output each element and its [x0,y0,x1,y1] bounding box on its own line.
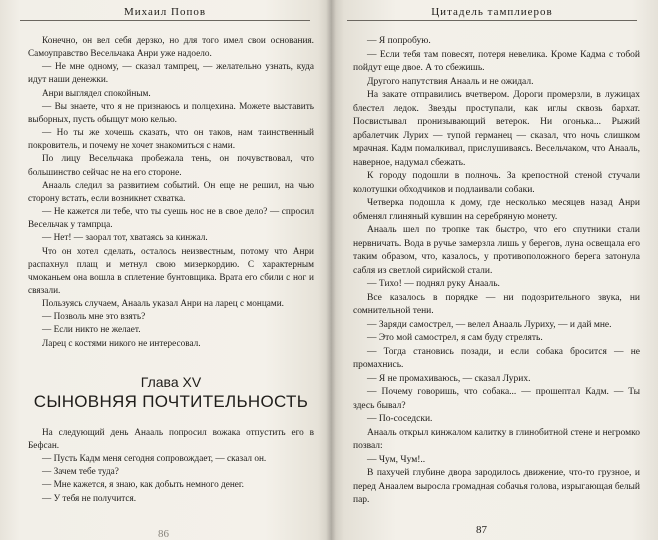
paragraph: Другого напутствия Анааль и не ожидал. [367,76,534,87]
paragraph: — Пусть Кадм меня сегодня сопровождает, — сказал он. [42,454,267,465]
paragraph: — Я не промахиваюсь, — сказал Лурих. [367,373,531,384]
paragraph: — Не кажется ли тебе, что ты суешь нос не в свое дело? — спросил Весельчак у тампрца. [28,207,314,231]
chapter-number: Глава XV [140,373,202,390]
paragraph: На следующий день Анааль попросил вожака отпустить его в Бефсан. [28,427,314,451]
paragraph: — Зачем тебе туда? [42,467,119,478]
paragraph: — Мне кажется, я знаю, как добыть немного денег. [42,480,244,491]
paragraph: — Это мой самострел, я сам буду стрелять. [367,333,543,343]
paragraph: В пахучей глубине двора зародилось движение, что-то грузное, и перед Анаалем выросла громадная собачья голова, изрыгающая белый пар. [353,468,640,505]
paragraph: — Если никто не желает. [42,325,141,336]
paragraph: — Почему говоришь, что собака... — прошептал Кадм. — Ты здесь бывал? [353,387,640,411]
paragraph: — Я попробую. [367,36,431,46]
chapter-title: СЫНОВНЯЯ ПОЧТИТЕЛЬНОСТЬ [33,391,309,411]
paragraph: Анааль открыл кинжалом калитку в глинобитной стене и негромко позвал: [353,427,640,451]
right-page [331,0,658,540]
paragraph: — Чум, Чум!.. [367,454,426,465]
paragraph: — По-соседски. [367,414,433,424]
paragraph: На закате отправились вчетвером. Дороги промерзли, в лужицах блестел ледок. Звезды проступали, как иглы сквозь бархат. Посвистывал пронизывающий ветерок. Ни огонька... Рыжий арбалетчик Лурих — тупой германец — сказал, что ночь слишком мрачная. Кадм помалкивал, прислушиваясь. Весельчаком, что Анааль, наверное, надумал сбежать. [353,90,640,168]
paragraph: Конечно, он вел себя дерзко, но для того имел свои основания. Самоуправство Весельчака Анри уже надоело. [28,36,314,60]
paragraph: Анри выглядел спокойным. [42,88,151,99]
paragraph: Что он хотел сделать, осталось неизвестным, потому что Анри распахнул плащ и метнул свою мизеркордию. С характерным чмоканьем она вошла в сплетение бунтовщика. Врата его сбили с ног и связали. [28,246,314,296]
paragraph: — У тебя не получится. [42,493,137,504]
running-head-right: Цитадель тамплиеров [347,4,637,21]
right-page-text [353,35,640,508]
paragraph: — Не мне одному, — сказал тампрец, — желательно узнать, куда идут наши денежки. [28,62,314,86]
paragraph: — Позволь мне это взять? [42,312,146,323]
paragraph: Все казалось в порядке — ни подозрительного звука, ни сомнительной тени. [353,292,640,316]
book-gutter-shadow [326,0,336,540]
paragraph: — Вы знаете, что я не признаюсь и полцехина. Можете выставить выборных, пусть обыщут мою келью. [28,101,314,125]
paragraph: — Нет! — заорал тот, хватаясь за кинжал. [42,233,208,244]
running-head-left: Михаил Попов [20,4,310,21]
paragraph: — Тихо! — поднял руку Анааль. [367,279,500,289]
paragraph: Анааль шел по тропке так быстро, что его спутники стали нервничать. Вода в ручье замерзла лишь у берегов, луна освещала его таким образом, что, казалось, у противоположного берега затонула сабля из светлой сирийской стали. [353,225,640,276]
paragraph: По лицу Весельчака пробежала тень, он почувствовал, что большинство сейчас не на его стороне. [28,154,314,178]
left-page-text [28,35,314,506]
paragraph: — Но ты же хочешь сказать, что он таков, нам таинственный покровитель, и почему не хочет знакомиться с нами. [28,128,314,152]
paragraph: Пользуясь случаем, Анааль указал Анри на ларец с монцами. [42,299,284,310]
paragraph: К городу подошли в полночь. За крепостной стеной стучали колотушки обходчиков и подлаивали собаки. [353,171,640,195]
page-number-right: 87 [476,524,487,536]
chapter-heading [28,373,314,413]
paragraph: — Если тебя там повесят, потеря невелика. Кроме Кадма с тобой пойдут еще двое. А то сбежишь. [353,49,640,73]
paragraph: Ларец с костями никого не интересовал. [42,338,201,349]
paragraph: — Тогда становись позади, и если собака бросится — не промахнись. [353,346,640,370]
paragraph: — Заряди самострел, — велел Анааль Луриху, — и дай мне. [367,319,612,330]
paragraph: Четверка подошла к дому, где несколько месяцев назад Анри обменял глиняный кувшин на серебряную монету. [353,198,640,222]
paragraph: Анааль следил за развитием событий. Он еще не решил, на чью сторону встать, если возникнет схватка. [28,180,314,204]
page-number-left: 86 [158,528,169,540]
